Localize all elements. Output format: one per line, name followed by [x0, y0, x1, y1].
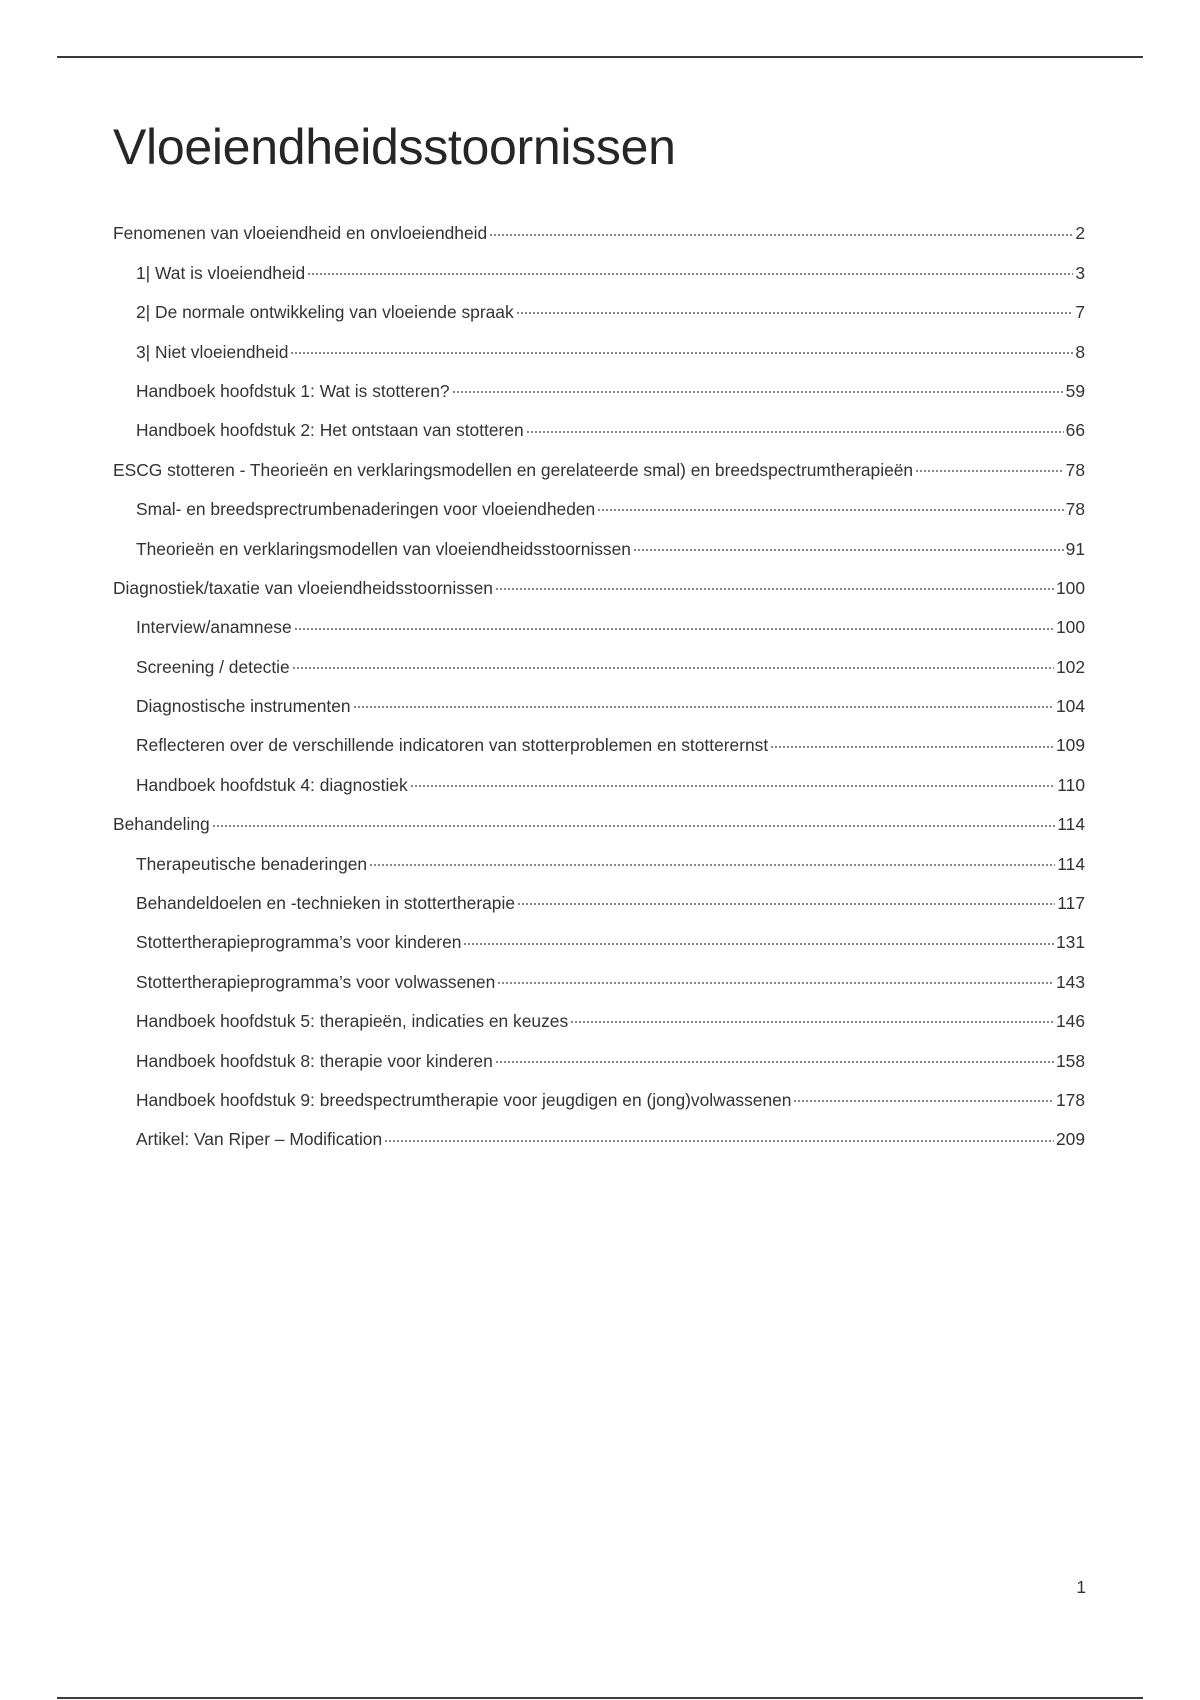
toc-entry[interactable]	[113, 852, 1085, 891]
toc-entry-page: 7	[1075, 302, 1085, 323]
toc-entry-label: Handboek hoofdstuk 8: therapie voor kinderen	[136, 1050, 493, 1071]
toc-entry[interactable]	[113, 1010, 1085, 1049]
toc-entry[interactable]	[113, 537, 1085, 576]
toc-entry-label: Handboek hoofdstuk 1: Wat is stotteren?	[136, 380, 450, 401]
toc-entry-label: Therapeutische benaderingen	[136, 853, 368, 874]
toc-entry-page: 110	[1057, 774, 1085, 795]
toc-entry-page: 143	[1055, 971, 1085, 992]
toc-entry-label: Behandeling	[113, 814, 210, 835]
toc-entry-label: Interview/anamnese	[136, 617, 292, 638]
toc-entry-page: 8	[1075, 341, 1085, 362]
toc-entry-page: 3	[1075, 262, 1085, 283]
toc-dot-leader	[212, 814, 1056, 831]
toc-dot-leader	[517, 893, 1055, 910]
toc-entry-page: 78	[1065, 499, 1085, 520]
toc-dot-leader	[495, 578, 1054, 595]
toc-dot-leader	[495, 1050, 1054, 1067]
toc-dot-leader	[292, 656, 1054, 673]
toc-dot-leader	[793, 1090, 1054, 1107]
toc-dot-leader	[633, 538, 1064, 555]
toc-entry-label: Stottertherapieprogramma’s voor kinderen	[136, 932, 462, 953]
toc-dot-leader	[452, 381, 1064, 398]
toc-dot-leader	[410, 774, 1056, 791]
toc-entry[interactable]	[113, 1089, 1085, 1128]
toc-dot-leader	[294, 617, 1054, 634]
toc-dot-leader	[570, 1011, 1054, 1028]
toc-entry-label: Handboek hoofdstuk 4: diagnostiek	[136, 774, 408, 795]
toc-entry[interactable]	[113, 813, 1085, 852]
toc-entry-label: Screening / detectie	[136, 656, 290, 677]
toc-entry-label: Artikel: Van Riper – Modification	[136, 1129, 383, 1150]
toc-dot-leader	[526, 420, 1064, 437]
toc-entry[interactable]	[113, 892, 1085, 931]
toc-entry-label: 3| Niet vloeiendheid	[136, 341, 289, 362]
toc-dot-leader	[915, 459, 1064, 476]
toc-entry[interactable]	[113, 1049, 1085, 1088]
toc-entry[interactable]	[113, 695, 1085, 734]
toc-entry-label: Handboek hoofdstuk 5: therapieën, indicaties en keuzes	[136, 1011, 569, 1032]
toc-entry-label: Handboek hoofdstuk 2: Het ontstaan van stotteren	[136, 420, 524, 441]
toc-entry-page: 114	[1057, 853, 1085, 874]
toc-entry-label: Behandeldoelen en -technieken in stottertherapie	[136, 893, 516, 914]
toc-entry[interactable]	[113, 970, 1085, 1009]
toc-entry-label: Stottertherapieprogramma’s voor volwassenen	[136, 971, 496, 992]
toc-entry[interactable]	[113, 222, 1085, 261]
toc-dot-leader	[597, 499, 1063, 516]
toc-entry[interactable]	[113, 340, 1085, 379]
toc-dot-leader	[384, 1129, 1054, 1146]
toc-entry-page: 146	[1055, 1011, 1085, 1032]
toc-entry-page: 178	[1055, 1089, 1085, 1110]
toc-entry-page: 131	[1055, 932, 1085, 953]
toc-entry-page: 100	[1055, 617, 1085, 638]
toc-entry-label: Theorieën en verklaringsmodellen van vloeiendheidsstoornissen	[136, 538, 631, 559]
toc-entry-label: 2| De normale ontwikkeling van vloeiende spraak	[136, 302, 514, 323]
toc-entry-page: 109	[1055, 735, 1085, 756]
toc-entry-label: Diagnostische instrumenten	[136, 696, 351, 717]
toc-entry-page: 59	[1065, 380, 1085, 401]
toc-entry-label: 1| Wat is vloeiendheid	[136, 262, 306, 283]
toc-entry-page: 66	[1065, 420, 1085, 441]
toc-entry-page: 91	[1065, 538, 1085, 559]
toc-dot-leader	[307, 262, 1073, 279]
toc-dot-leader	[353, 696, 1054, 713]
toc-entry[interactable]	[113, 655, 1085, 694]
toc-dot-leader	[489, 223, 1073, 240]
toc-entry[interactable]	[113, 498, 1085, 537]
toc-dot-leader	[497, 971, 1054, 988]
toc-entry-label: Smal- en breedsprectrumbenaderingen voor vloeiendheden	[136, 499, 596, 520]
toc-entry-page: 117	[1057, 893, 1085, 914]
footer-rule	[57, 1697, 1143, 1699]
header-rule	[57, 56, 1143, 58]
toc-entry[interactable]	[113, 458, 1085, 497]
toc-entry-page: 102	[1055, 656, 1085, 677]
toc-entry-page: 104	[1055, 696, 1085, 717]
toc-entry-label: Fenomenen van vloeiendheid en onvloeiendheid	[113, 223, 488, 244]
table-of-contents	[113, 222, 1085, 1167]
toc-entry-page: 78	[1065, 459, 1085, 480]
toc-entry-label: ESCG stotteren - Theorieën en verklaringsmodellen en gerelateerde smal) en breedspectrumtherapieën	[113, 459, 914, 480]
toc-entry[interactable]	[113, 419, 1085, 458]
toc-dot-leader	[463, 932, 1054, 949]
toc-entry-page: 100	[1055, 577, 1085, 598]
toc-entry-page: 209	[1055, 1129, 1085, 1150]
toc-dot-leader	[516, 302, 1074, 319]
toc-entry[interactable]	[113, 616, 1085, 655]
toc-entry-label: Diagnostiek/taxatie van vloeiendheidsstoornissen	[113, 577, 493, 598]
toc-entry[interactable]	[113, 261, 1085, 300]
toc-entry[interactable]	[113, 734, 1085, 773]
toc-dot-leader	[770, 735, 1054, 752]
toc-entry[interactable]	[113, 773, 1085, 812]
toc-entry-page: 2	[1075, 223, 1085, 244]
toc-entry[interactable]	[113, 1128, 1085, 1167]
toc-dot-leader	[290, 341, 1073, 358]
toc-entry[interactable]	[113, 380, 1085, 419]
toc-entry[interactable]	[113, 301, 1085, 340]
toc-entry[interactable]	[113, 931, 1085, 970]
toc-dot-leader	[369, 853, 1055, 870]
toc-entry-label: Handboek hoofdstuk 9: breedspectrumtherapie voor jeugdigen en (jong)volwassenen	[136, 1089, 792, 1110]
toc-entry-page: 114	[1057, 814, 1085, 835]
toc-entry-page: 158	[1055, 1050, 1085, 1071]
page-number: 1	[1076, 1577, 1086, 1597]
toc-entry[interactable]	[113, 577, 1085, 616]
toc-entry-label: Reflecteren over de verschillende indicatoren van stotterproblemen en stotterernst	[136, 735, 769, 756]
document-title: Vloeiendheidsstoornissen	[113, 119, 676, 175]
